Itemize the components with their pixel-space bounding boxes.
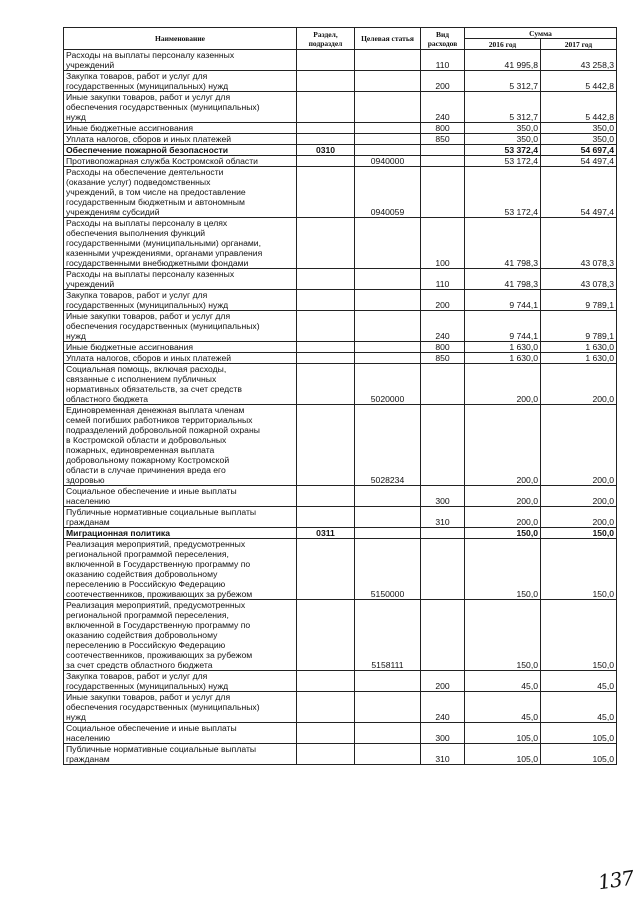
table-row <box>64 167 617 218</box>
row-target <box>355 671 421 692</box>
row-value-2016: 150,0 <box>465 528 541 539</box>
row-section <box>297 311 355 342</box>
row-target <box>355 123 421 134</box>
row-value-2016: 5 312,7 <box>465 92 541 123</box>
row-value-2017: 9 789,1 <box>541 290 617 311</box>
row-type <box>421 528 465 539</box>
row-name: Противопожарная служба Костромской области <box>64 156 297 167</box>
row-name: Публичные нормативные социальные выплаты гражданам <box>64 744 297 765</box>
row-value-2017: 43 078,3 <box>541 269 617 290</box>
row-section <box>297 723 355 744</box>
row-name: Иные закупки товаров, работ и услуг для обеспечения государственных (муниципальных) нужд <box>64 311 297 342</box>
row-target <box>355 145 421 156</box>
row-section <box>297 71 355 92</box>
row-value-2017: 150,0 <box>541 528 617 539</box>
row-target <box>355 71 421 92</box>
row-value-2016: 1 630,0 <box>465 353 541 364</box>
row-section <box>297 539 355 600</box>
row-value-2016: 41 798,3 <box>465 218 541 269</box>
row-type: 850 <box>421 353 465 364</box>
row-name: Миграционная политика <box>64 528 297 539</box>
row-target: 0940000 <box>355 156 421 167</box>
row-name: Иные закупки товаров, работ и услуг для обеспечения государственных (муниципальных) нужд <box>64 92 297 123</box>
table-row <box>64 269 617 290</box>
table-row <box>64 723 617 744</box>
row-section <box>297 744 355 765</box>
row-value-2016: 200,0 <box>465 364 541 405</box>
row-name: Публичные нормативные социальные выплаты гражданам <box>64 507 297 528</box>
row-target <box>355 507 421 528</box>
row-value-2017: 200,0 <box>541 405 617 486</box>
row-type: 240 <box>421 92 465 123</box>
row-type: 850 <box>421 134 465 145</box>
row-value-2017: 200,0 <box>541 507 617 528</box>
row-section <box>297 156 355 167</box>
row-value-2017: 350,0 <box>541 134 617 145</box>
row-value-2016: 200,0 <box>465 507 541 528</box>
table-row <box>64 71 617 92</box>
row-section <box>297 123 355 134</box>
row-type: 800 <box>421 342 465 353</box>
row-value-2016: 350,0 <box>465 123 541 134</box>
row-value-2017: 43 078,3 <box>541 218 617 269</box>
row-section <box>297 218 355 269</box>
table-row <box>64 486 617 507</box>
row-section <box>297 507 355 528</box>
row-name: Закупка товаров, работ и услуг для государственных (муниципальных) нужд <box>64 290 297 311</box>
row-value-2016: 45,0 <box>465 671 541 692</box>
row-name: Уплата налогов, сборов и иных платежей <box>64 353 297 364</box>
row-section <box>297 92 355 123</box>
row-type: 240 <box>421 311 465 342</box>
row-name: Реализация мероприятий, предусмотренных региональной программой переселения, включенной в Государственную программу по оказанию содействия добровольному переселению в Российскую Федерацию соотечественников, проживающих за рубежом <box>64 539 297 600</box>
table-row <box>64 744 617 765</box>
row-value-2016: 1 630,0 <box>465 342 541 353</box>
row-type: 200 <box>421 671 465 692</box>
row-value-2016: 5 312,7 <box>465 71 541 92</box>
row-name: Иные бюджетные ассигнования <box>64 123 297 134</box>
row-section <box>297 134 355 145</box>
row-name: Реализация мероприятий, предусмотренных региональной программой переселения, включенной в Государственную программу по оказанию содействия добровольному переселению в Российскую Федерацию соотечественников, проживающих за рубежом за счет средств областного бюджета <box>64 600 297 671</box>
header-section: Раздел, подраздел <box>297 28 355 50</box>
row-type <box>421 145 465 156</box>
row-value-2017: 9 789,1 <box>541 311 617 342</box>
table-row <box>64 507 617 528</box>
row-type: 310 <box>421 744 465 765</box>
row-name: Расходы на обеспечение деятельности (оказание услуг) подведомственных учреждений, в том числе на предоставление государственным бюджетным и автономным учреждениям субсидий <box>64 167 297 218</box>
row-section <box>297 269 355 290</box>
row-target <box>355 486 421 507</box>
row-section <box>297 342 355 353</box>
table-body <box>64 50 617 765</box>
row-section <box>297 364 355 405</box>
row-target <box>355 353 421 364</box>
row-value-2016: 105,0 <box>465 723 541 744</box>
row-target: 5028234 <box>355 405 421 486</box>
row-target <box>355 744 421 765</box>
row-section <box>297 692 355 723</box>
row-target <box>355 218 421 269</box>
row-name: Иные закупки товаров, работ и услуг для обеспечения государственных (муниципальных) нужд <box>64 692 297 723</box>
row-name: Расходы на выплаты персоналу казенных учреждений <box>64 269 297 290</box>
row-value-2017: 54 497,4 <box>541 167 617 218</box>
row-name: Обеспечение пожарной безопасности <box>64 145 297 156</box>
row-target: 5158111 <box>355 600 421 671</box>
row-type: 200 <box>421 290 465 311</box>
page-number: 137 <box>596 865 635 895</box>
table-row <box>64 364 617 405</box>
table-row <box>64 145 617 156</box>
row-value-2017: 54 697,4 <box>541 145 617 156</box>
header-name: Наименование <box>64 28 297 50</box>
table-row <box>64 50 617 71</box>
row-value-2016: 150,0 <box>465 600 541 671</box>
row-name: Уплата налогов, сборов и иных платежей <box>64 134 297 145</box>
row-value-2017: 45,0 <box>541 671 617 692</box>
row-name: Иные бюджетные ассигнования <box>64 342 297 353</box>
row-value-2016: 53 172,4 <box>465 167 541 218</box>
row-value-2017: 150,0 <box>541 539 617 600</box>
row-value-2016: 53 172,4 <box>465 156 541 167</box>
table-row <box>64 134 617 145</box>
table-row <box>64 218 617 269</box>
row-target <box>355 692 421 723</box>
row-target <box>355 269 421 290</box>
row-value-2016: 45,0 <box>465 692 541 723</box>
table-row <box>64 92 617 123</box>
row-value-2017: 105,0 <box>541 744 617 765</box>
row-type: 240 <box>421 692 465 723</box>
row-value-2016: 9 744,1 <box>465 311 541 342</box>
header-2017: 2017 год <box>541 39 617 50</box>
row-type: 100 <box>421 218 465 269</box>
row-section <box>297 50 355 71</box>
row-name: Социальное обеспечение и иные выплаты населению <box>64 723 297 744</box>
row-target <box>355 290 421 311</box>
table-row <box>64 539 617 600</box>
row-section <box>297 405 355 486</box>
row-target <box>355 50 421 71</box>
row-value-2017: 5 442,8 <box>541 92 617 123</box>
header-type: Вид расходов <box>421 28 465 50</box>
row-type <box>421 167 465 218</box>
table-row <box>64 600 617 671</box>
row-type <box>421 156 465 167</box>
row-type: 110 <box>421 269 465 290</box>
row-type: 110 <box>421 50 465 71</box>
row-value-2016: 41 995,8 <box>465 50 541 71</box>
row-value-2017: 200,0 <box>541 364 617 405</box>
row-value-2017: 54 497,4 <box>541 156 617 167</box>
row-target <box>355 134 421 145</box>
budget-table <box>63 27 617 765</box>
row-value-2016: 200,0 <box>465 405 541 486</box>
row-value-2016: 350,0 <box>465 134 541 145</box>
row-name: Единовременная денежная выплата членам семей погибших работников территориальных подразделений добровольной пожарной охраны в Костромской области и добровольных пожарных, единовременная выплата добровольному пожарному Костромской области в случае причинения вреда его здоровью <box>64 405 297 486</box>
row-target: 5020000 <box>355 364 421 405</box>
row-section <box>297 486 355 507</box>
row-target <box>355 342 421 353</box>
row-value-2017: 1 630,0 <box>541 342 617 353</box>
table-row <box>64 353 617 364</box>
row-name: Закупка товаров, работ и услуг для государственных (муниципальных) нужд <box>64 71 297 92</box>
header-2016: 2016 год <box>465 39 541 50</box>
row-type: 310 <box>421 507 465 528</box>
table-row <box>64 311 617 342</box>
row-value-2017: 105,0 <box>541 723 617 744</box>
row-section: 0310 <box>297 145 355 156</box>
row-value-2016: 41 798,3 <box>465 269 541 290</box>
row-value-2016: 53 372,4 <box>465 145 541 156</box>
table-row <box>64 528 617 539</box>
table-row <box>64 692 617 723</box>
row-name: Расходы на выплаты персоналу в целях обеспечения выполнения функций государственными (муниципальными) органами, казенными учреждениями, органами управления государственными внебюджетными фондами <box>64 218 297 269</box>
row-value-2017: 350,0 <box>541 123 617 134</box>
row-type: 300 <box>421 723 465 744</box>
row-target <box>355 528 421 539</box>
row-name: Социальное обеспечение и иные выплаты населению <box>64 486 297 507</box>
row-type <box>421 364 465 405</box>
row-type: 300 <box>421 486 465 507</box>
row-target: 0940059 <box>355 167 421 218</box>
row-value-2017: 1 630,0 <box>541 353 617 364</box>
row-target <box>355 723 421 744</box>
table-row <box>64 342 617 353</box>
row-section <box>297 290 355 311</box>
row-section <box>297 600 355 671</box>
row-type: 800 <box>421 123 465 134</box>
row-value-2017: 5 442,8 <box>541 71 617 92</box>
row-type <box>421 600 465 671</box>
row-value-2017: 45,0 <box>541 692 617 723</box>
header-sum: Сумма <box>465 28 617 39</box>
header-target: Целевая статья <box>355 28 421 50</box>
row-value-2016: 200,0 <box>465 486 541 507</box>
row-type <box>421 539 465 600</box>
row-value-2017: 43 258,3 <box>541 50 617 71</box>
row-type: 200 <box>421 71 465 92</box>
table-row <box>64 156 617 167</box>
row-value-2017: 200,0 <box>541 486 617 507</box>
table-row <box>64 671 617 692</box>
row-target <box>355 92 421 123</box>
row-value-2016: 9 744,1 <box>465 290 541 311</box>
row-section <box>297 353 355 364</box>
row-name: Расходы на выплаты персоналу казенных учреждений <box>64 50 297 71</box>
row-value-2017: 150,0 <box>541 600 617 671</box>
row-type <box>421 405 465 486</box>
row-section <box>297 671 355 692</box>
table-row <box>64 405 617 486</box>
row-section <box>297 167 355 218</box>
table-row <box>64 123 617 134</box>
row-target <box>355 311 421 342</box>
row-name: Закупка товаров, работ и услуг для государственных (муниципальных) нужд <box>64 671 297 692</box>
row-target: 5150000 <box>355 539 421 600</box>
row-name: Социальная помощь, включая расходы, связанные с исполнением публичных нормативных обязательств, за счет средств областного бюджета <box>64 364 297 405</box>
row-section: 0311 <box>297 528 355 539</box>
row-value-2016: 150,0 <box>465 539 541 600</box>
row-value-2016: 105,0 <box>465 744 541 765</box>
table-row <box>64 290 617 311</box>
